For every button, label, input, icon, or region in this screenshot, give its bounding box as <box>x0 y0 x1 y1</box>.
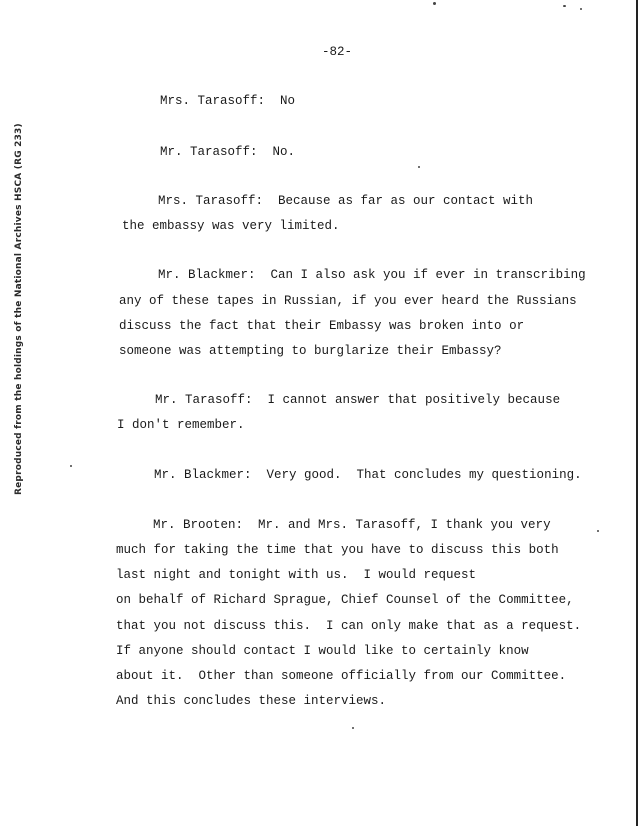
text-line: Mrs. Tarasoff: Because as far as our contact with <box>158 194 534 208</box>
text-line: on behalf of Richard Sprague, Chief Counsel of the Committee, <box>116 593 574 607</box>
text-line: much for taking the time that you have to discuss this both <box>116 543 559 557</box>
scan-speck <box>597 530 599 532</box>
text-line: Mrs. Tarasoff: No <box>160 94 296 108</box>
scan-speck <box>352 727 354 729</box>
text-line: the embassy was very limited. <box>122 219 340 233</box>
scan-speck <box>580 8 582 10</box>
text-line: about it. Other than someone officially from our Committee. <box>116 669 567 683</box>
text-line: Mr. Blackmer: Can I also ask you if ever in transcribing <box>158 268 586 282</box>
text-line: any of these tapes in Russian, if you ever heard the Russians <box>119 294 577 308</box>
scan-speck <box>433 2 436 5</box>
text-line: If anyone should contact I would like to certainly know <box>116 644 529 658</box>
text-line: Mr. Blackmer: Very good. That concludes my questioning. <box>154 468 582 482</box>
scan-speck <box>70 465 72 467</box>
text-line: Mr. Tarasoff: I cannot answer that positively because <box>155 393 561 407</box>
text-line: someone was attempting to burglarize their Embassy? <box>119 344 502 358</box>
archive-side-note: Reproduced from the holdings of the National Archives HSCA (RG 233) <box>14 123 24 495</box>
page-number: -82- <box>322 45 353 59</box>
text-line: And this concludes these interviews. <box>116 694 387 708</box>
text-line: last night and tonight with us. I would request <box>116 568 477 582</box>
scan-speck <box>563 5 566 7</box>
scan-speck <box>418 166 420 168</box>
text-line: discuss the fact that their Embassy was broken into or <box>119 319 525 333</box>
text-line: Mr. Brooten: Mr. and Mrs. Tarasoff, I thank you very <box>153 518 551 532</box>
text-line: Mr. Tarasoff: No. <box>160 145 296 159</box>
text-line: I don't remember. <box>117 418 245 432</box>
text-line: that you not discuss this. I can only make that as a request. <box>116 619 582 633</box>
